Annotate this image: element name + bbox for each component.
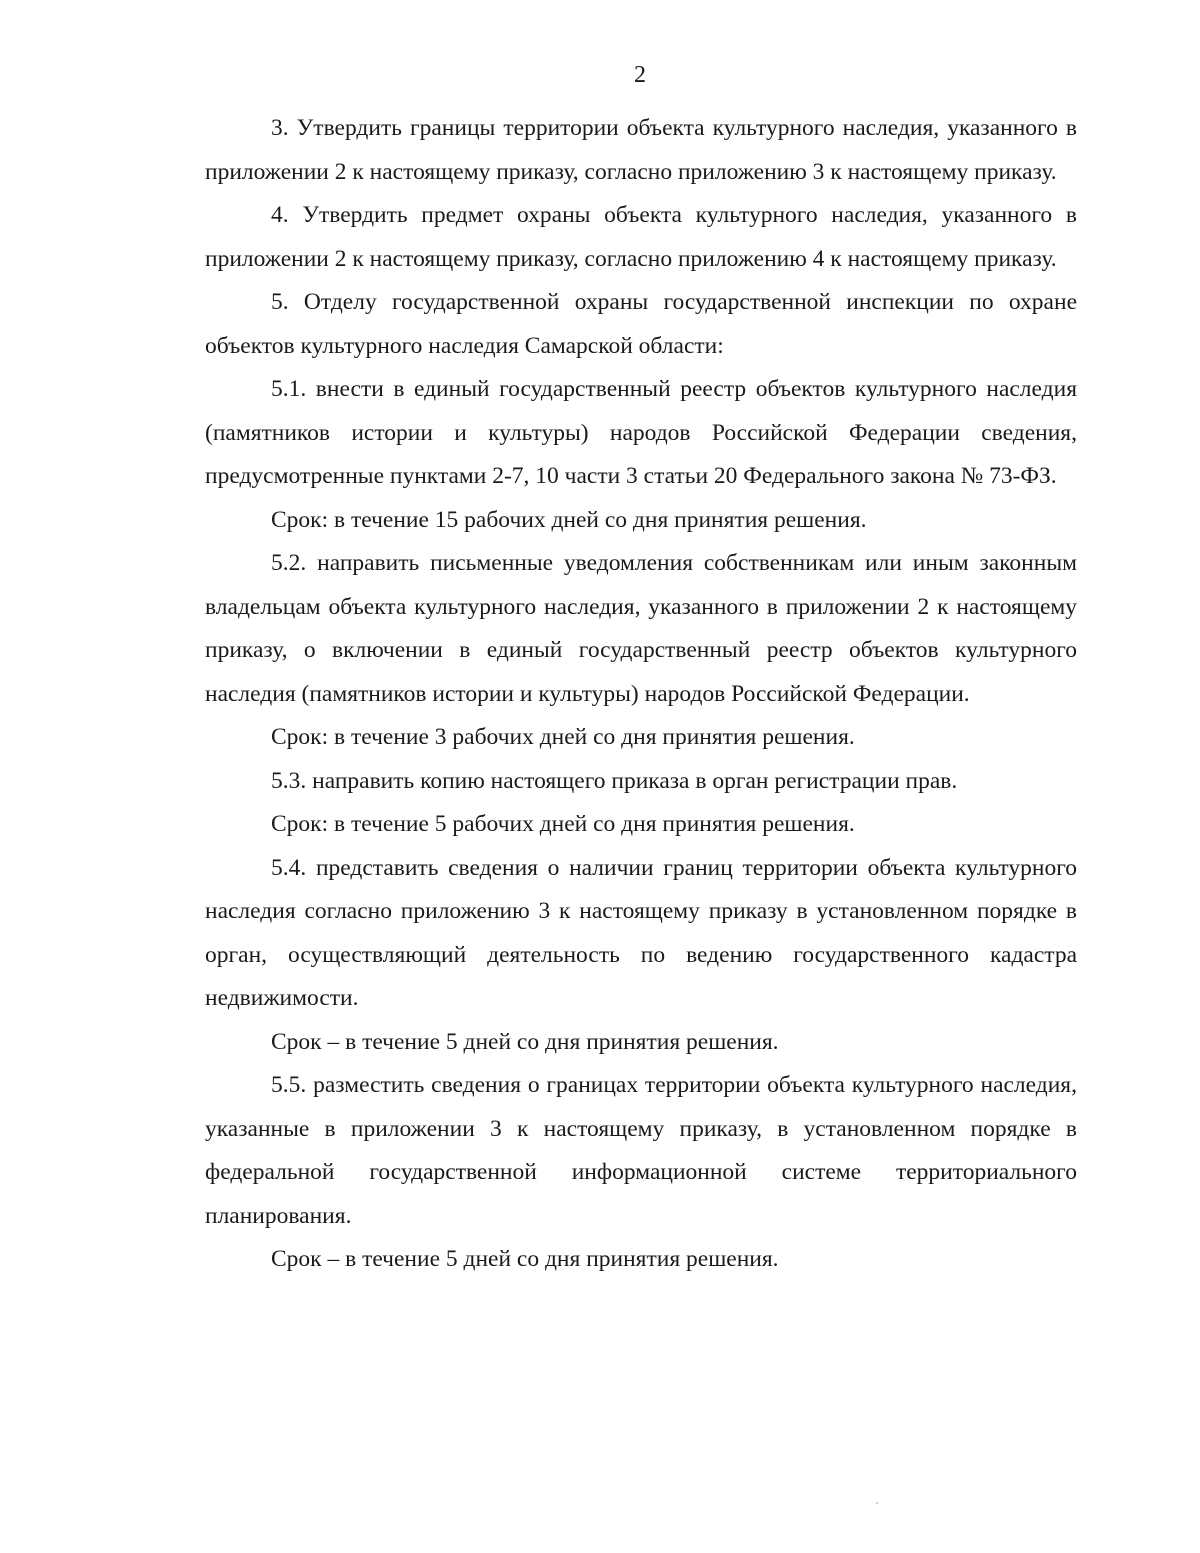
- paragraph-5: 5. Отделу государственной охраны государственной инспекции по охране объектов культурного наследия Самарской области:: [205, 289, 1077, 359]
- deadline-5-2: Срок: в течение 3 рабочих дней со дня принятия решения.: [271, 724, 855, 750]
- paragraph-5-1: 5.1. внести в единый государственный реестр объектов культурного наследия (памятников истории и культуры) народов Российской Федерации сведения, предусмотренные пунктами 2-7, 10 части 3 статьи 20 Федерального закона № 73-ФЗ.: [205, 376, 1077, 489]
- page-number: 2: [634, 62, 646, 88]
- deadline-5-1: Срок: в течение 15 рабочих дней со дня принятия решения.: [271, 506, 867, 533]
- deadline-5-5: Срок – в течение 5 дней со дня принятия решения.: [271, 1246, 779, 1272]
- paragraph-5-3: 5.3. направить копию настоящего приказа в орган регистрации прав.: [271, 767, 958, 794]
- paragraph-3: 3. Утвердить границы территории объекта культурного наследия, указанного в приложении 2 к настоящему приказу, согласно приложению 3 к настоящему приказу.: [205, 115, 1077, 185]
- paragraph-5-4: 5.4. представить сведения о наличии границ территории объекта культурного наследия согласно приложению 3 к настоящему приказу в установленном порядке в орган, осуществляющий деятельность по ведению государственного кадастра недвижимости.: [205, 854, 1077, 1011]
- paragraph-5-5: 5.5. разместить сведения о границах территории объекта культурного наследия, указанные в приложении 3 к настоящему приказу, в установленном порядке в федеральной государственной информационной системе территориального планирования.: [205, 1072, 1077, 1229]
- document-body: [205, 107, 1077, 1282]
- scan-artifact: [876, 1502, 878, 1504]
- paragraph-5-2: 5.2. направить письменные уведомления собственникам или иным законным владельцам объекта культурного наследия, указанного в приложении 2 к настоящему приказу, о включении в единый государственный реестр объектов культурного наследия (памятников истории и культуры) народов Российской Федерации.: [205, 550, 1077, 707]
- paragraph-4: 4. Утвердить предмет охраны объекта культурного наследия, указанного в приложении 2 к настоящему приказу, согласно приложению 4 к настоящему приказу.: [205, 202, 1077, 272]
- deadline-5-3: Срок: в течение 5 рабочих дней со дня принятия решения.: [271, 811, 855, 837]
- deadline-5-4: Срок – в течение 5 дней со дня принятия решения.: [271, 1028, 779, 1055]
